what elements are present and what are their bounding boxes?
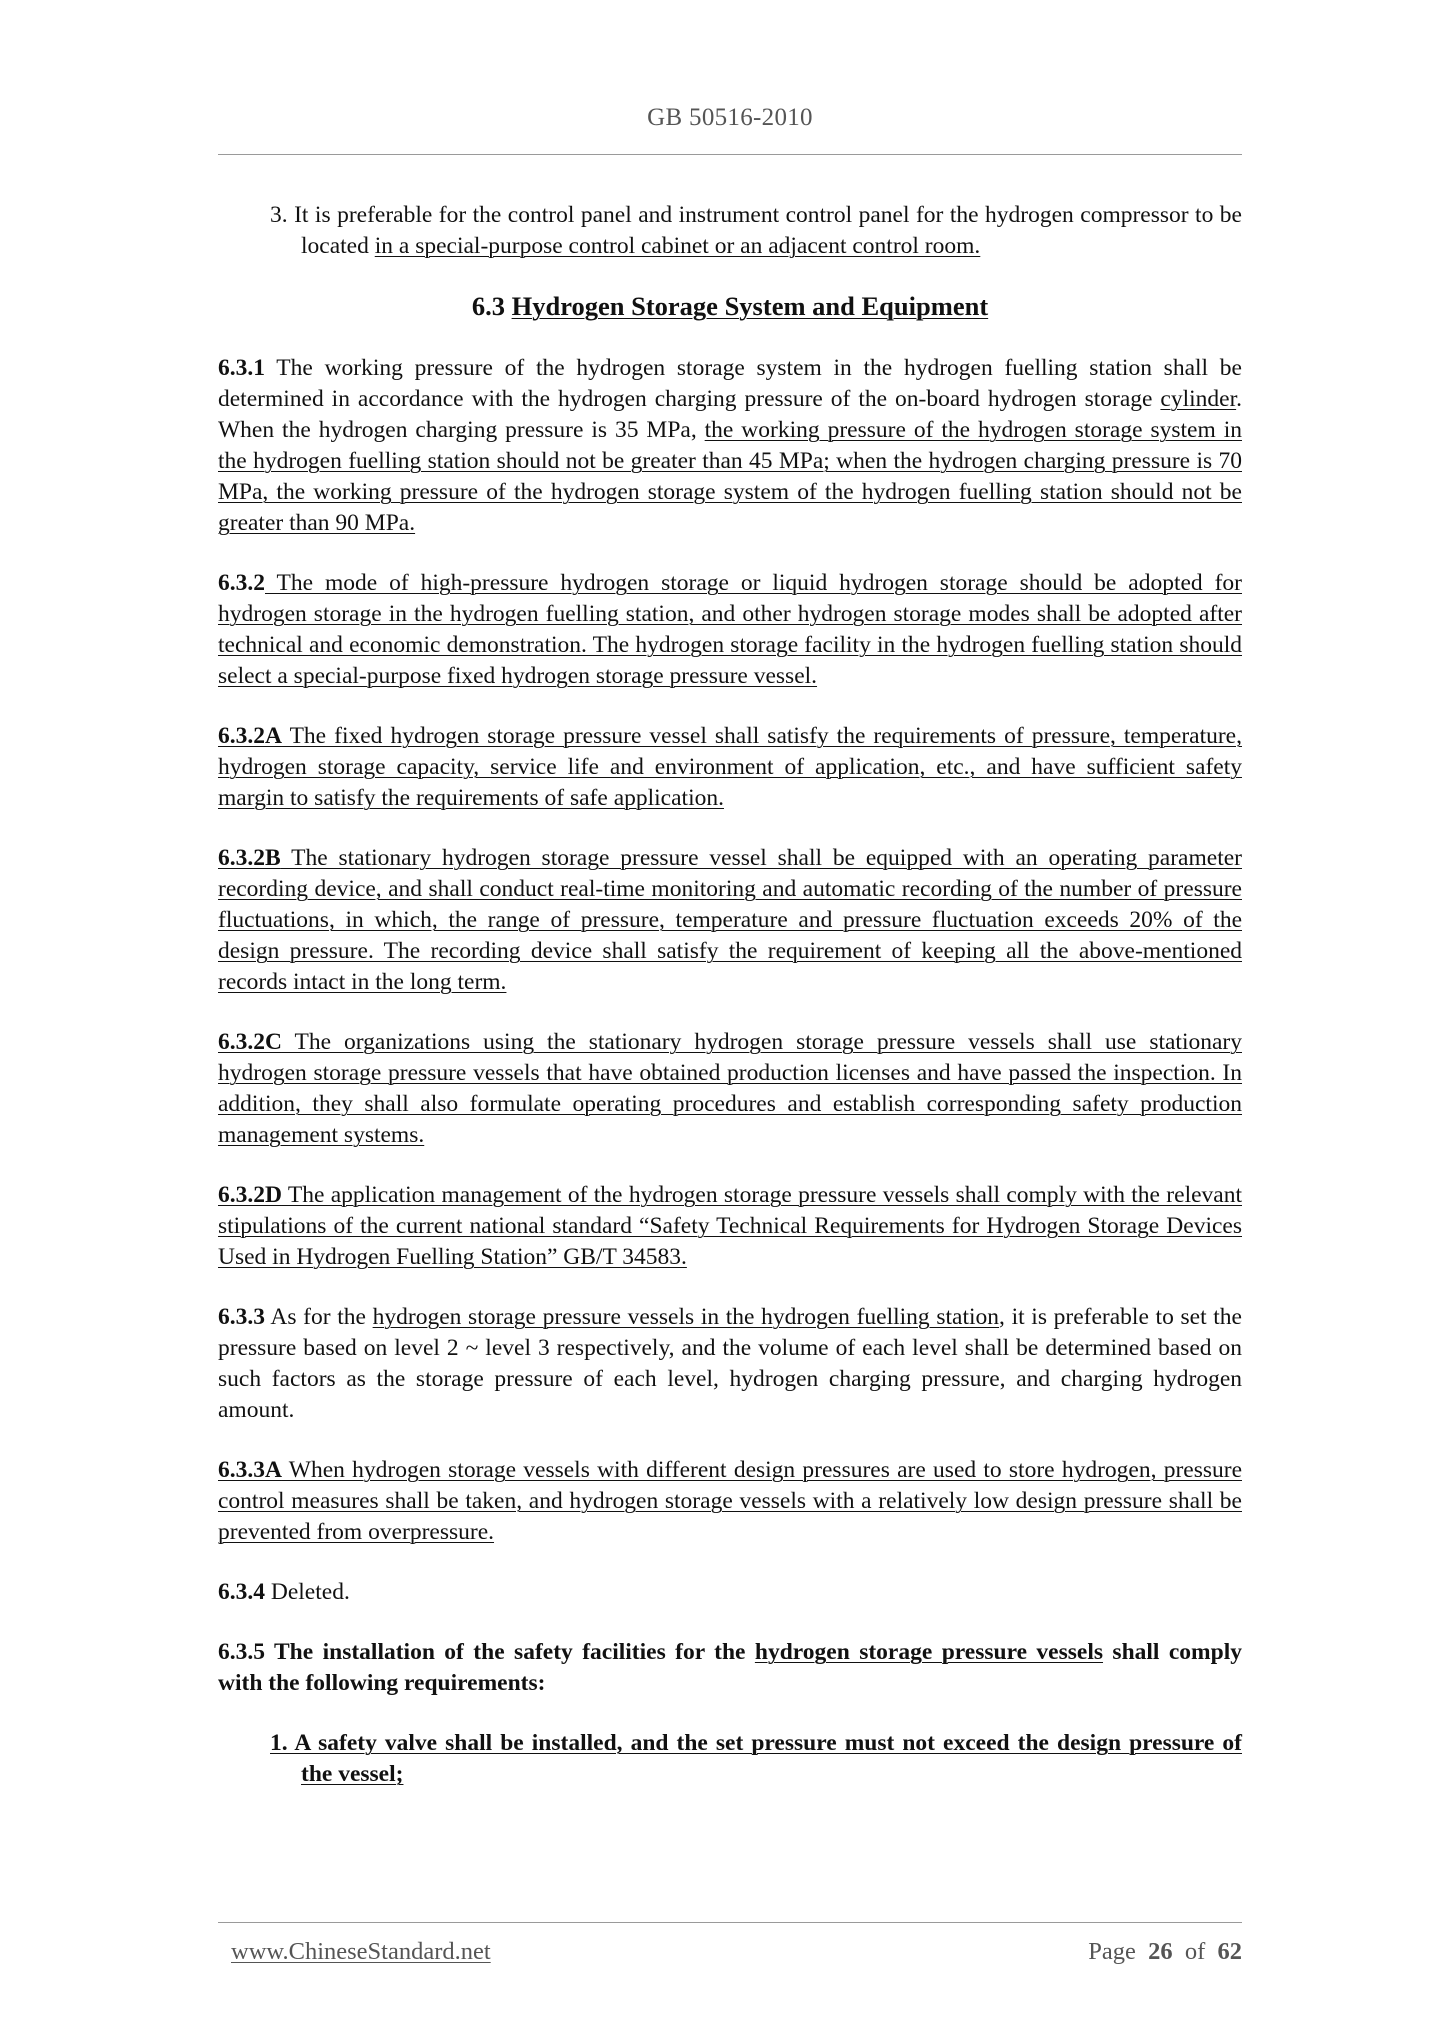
footer-divider (218, 1922, 1242, 1923)
section-heading (218, 291, 1242, 322)
clause-6-3-1 (218, 353, 1242, 539)
clause-6-3-2d (218, 1180, 1242, 1273)
clause-6-3-4 (218, 1577, 1242, 1608)
clause-id: 6.3.3 (218, 1304, 265, 1330)
clause-text: The installation of the safety facilities for the (265, 1639, 755, 1665)
clause-id: 6.3.2B (218, 845, 281, 871)
list-item-3 (270, 200, 1242, 262)
clause-text: . When the hydrogen charging pressure is 35 MPa, (218, 386, 1242, 443)
clause-text: When hydrogen storage vessels with different design pressures are used to store hydrogen, pressure control measures shall be taken, and hydrogen storage vessels with a relatively low design pressure shall be prevented from overpressure. (218, 1457, 1242, 1545)
page-header: GB 50516-2010 (647, 104, 813, 131)
header-divider (218, 154, 1242, 155)
document-body (218, 200, 1242, 1819)
clause-id: 6.3.2A (218, 723, 282, 749)
clause-id: 6.3.2D (218, 1182, 282, 1208)
total-page-number: 62 (1217, 1938, 1242, 1965)
clause-text: , it is preferable to set the pressure based on level 2 ~ level 3 respectively, and the volume of each level shall be determined based on such factors as the storage pressure of each level, hydrogen charging pressure, and charging hydrogen amount. (218, 1304, 1242, 1423)
clause-id: 6.3.3A (218, 1457, 282, 1483)
clause-text: As for the (265, 1304, 373, 1330)
current-page-number: 26 (1148, 1938, 1173, 1965)
clause-6-3-3a (218, 1455, 1242, 1548)
page-indicator (1088, 1938, 1242, 1966)
underlined-text: cylinder (1160, 386, 1237, 412)
clause-text: The application management of the hydrogen storage pressure vessels shall comply with the relevant stipulations of the current national standard “Safety Technical Requirements for Hydrogen Storage Devices Used in Hydrogen Fuelling Station” GB/T 34583. (218, 1182, 1242, 1270)
list-item-number: 3. (270, 202, 288, 228)
underlined-text: the working pressure of the hydrogen storage system in the hydrogen fuelling station should not be greater than 45 MPa; when the hydrogen charging pressure is 70 MPa, the working pressure of the hydrogen storage system of the hydrogen fuelling station should not be greater than 90 MPa. (218, 417, 1242, 536)
section-number: 6.3 (471, 291, 512, 321)
clause-6-3-3 (218, 1302, 1242, 1426)
list-item-text: It is preferable for the control panel and instrument control panel for the hydrogen compressor to be located (287, 202, 1242, 259)
clause-6-3-5 (218, 1637, 1242, 1699)
clause-6-3-2a (218, 721, 1242, 814)
clause-text: Deleted. (265, 1579, 350, 1605)
clause-id: 6.3.4 (218, 1579, 265, 1605)
clause-6-3-2 (218, 568, 1242, 692)
section-title: Hydrogen Storage System and Equipment (511, 291, 989, 321)
clause-text: The fixed hydrogen storage pressure vessel shall satisfy the requirements of pressure, temperature, hydrogen storage capacity, service life and environment of application, etc., and have sufficient safety margin to satisfy the requirements of safe application. (218, 723, 1242, 811)
clause-id: 6.3.1 (218, 355, 265, 381)
underlined-text: hydrogen storage pressure vessels (754, 1639, 1104, 1665)
clause-text: The stationary hydrogen storage pressure vessel shall be equipped with an operating parameter recording device, and shall conduct real-time monitoring and automatic recording of the number of pressure fluctuations, in which, the range of pressure, temperature and pressure fluctuation exceeds 20% of the design pressure. The recording device shall satisfy the requirement of keeping all the above-mentioned records intact in the long term. (218, 845, 1242, 995)
clause-text: The organizations using the stationary hydrogen storage pressure vessels shall use stationary hydrogen storage pressure vessels that have obtained production licenses and have passed the inspection. In addition, they shall also formulate operating procedures and establish corresponding safety production management systems. (218, 1029, 1242, 1148)
clause-text: shall comply with the following requirements: (218, 1639, 1242, 1696)
underlined-text: hydrogen storage pressure vessels in the hydrogen fuelling station (372, 1304, 1000, 1330)
page-label: Page (1088, 1938, 1136, 1965)
clause-6-3-2b (218, 843, 1242, 998)
clause-text: The working pressure of the hydrogen storage system in the hydrogen fuelling station shall be determined in accordance with the hydrogen charging pressure of the on-board hydrogen storage (218, 355, 1242, 412)
clause-id: 6.3.2C (218, 1029, 282, 1055)
clause-text: The mode of high-pressure hydrogen storage or liquid hydrogen storage should be adopted for hydrogen storage in the hydrogen fuelling station, and other hydrogen storage modes shall be adopted after technical and economic demonstration. The hydrogen storage facility in the hydrogen fuelling station should select a special-purpose fixed hydrogen storage pressure vessel. (218, 570, 1242, 689)
list-item-1 (270, 1728, 1242, 1790)
of-label: of (1184, 1938, 1206, 1965)
clause-6-3-2c (218, 1027, 1242, 1151)
clause-id: 6.3.5 (218, 1639, 265, 1665)
underlined-text: in a special-purpose control cabinet or an adjacent control room. (374, 233, 981, 259)
clause-id: 6.3.2 (218, 570, 265, 596)
footer-site-link[interactable]: www.ChineseStandard.net (231, 1938, 491, 1965)
list-item-text: 1. A safety valve shall be installed, and the set pressure must not exceed the design pressure of the vessel; (270, 1730, 1242, 1787)
